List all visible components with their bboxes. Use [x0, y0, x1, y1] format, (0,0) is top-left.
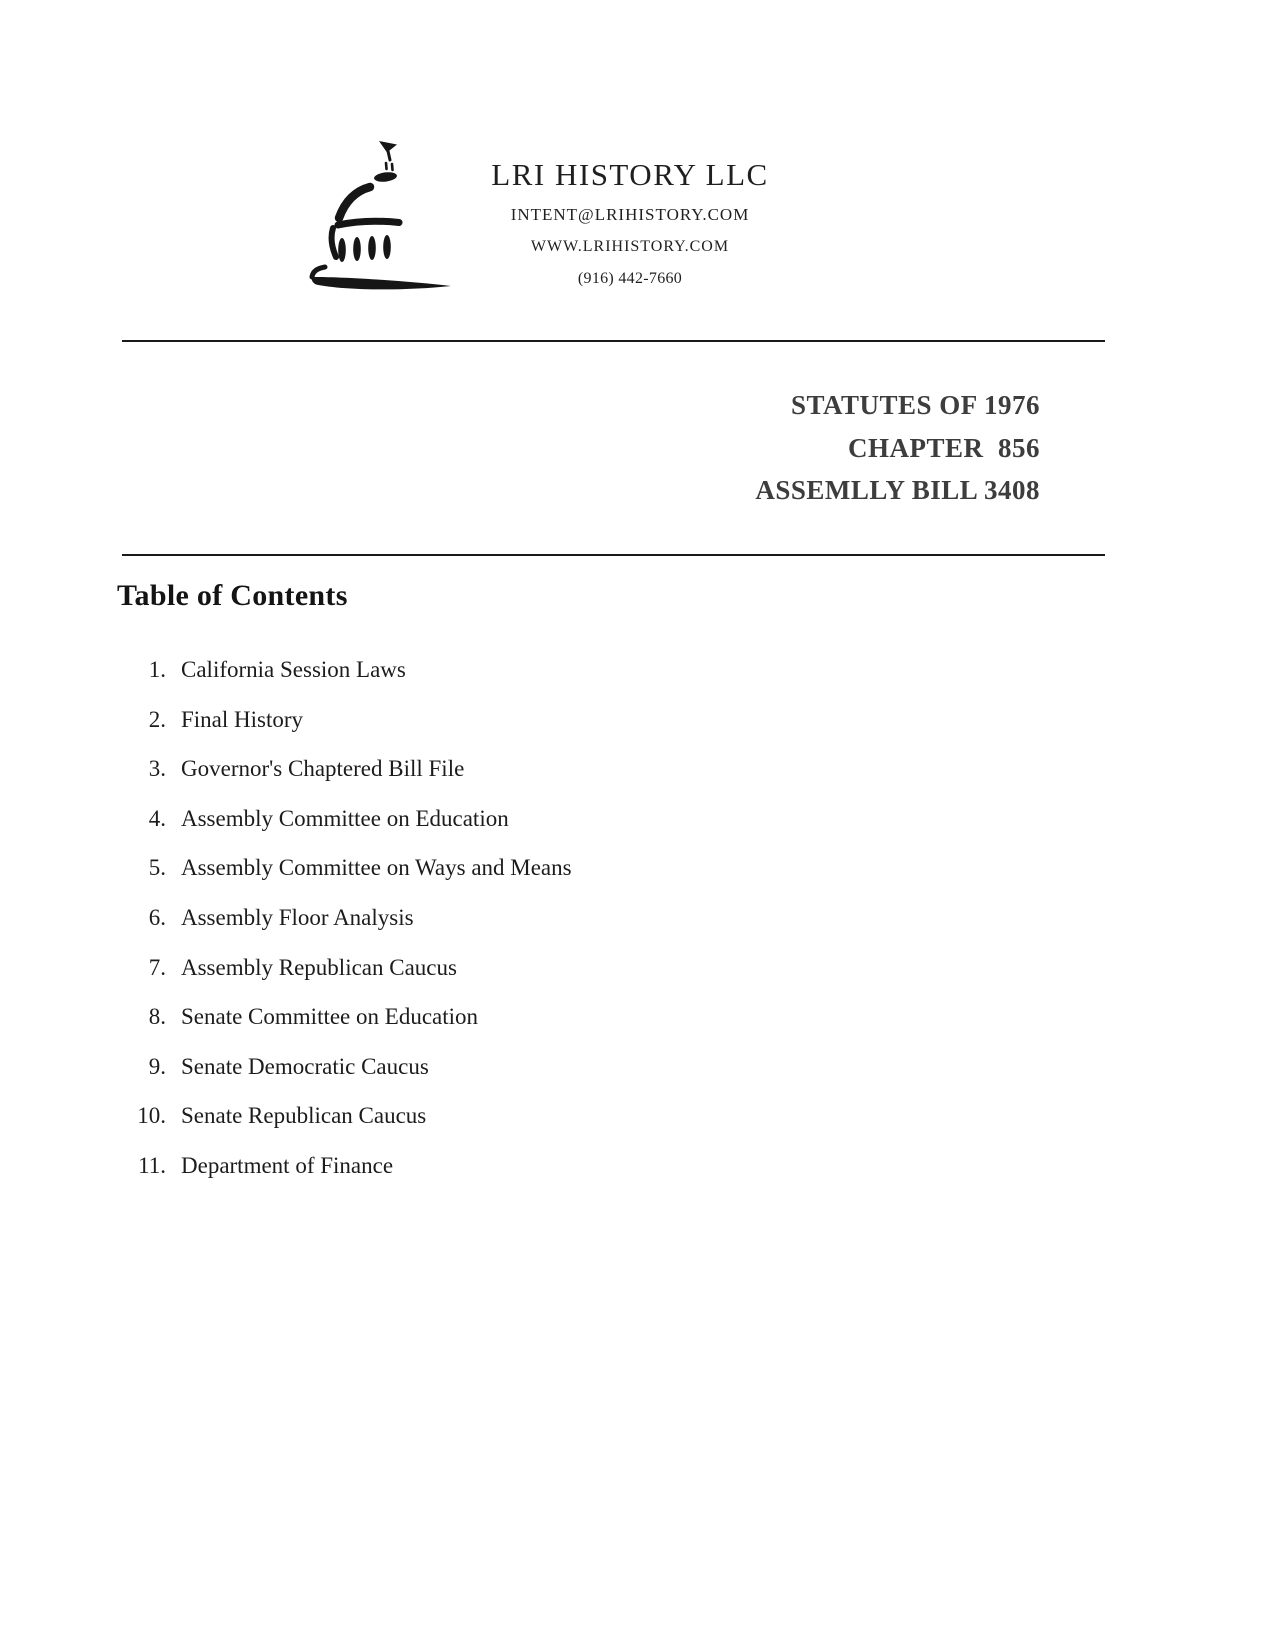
- toc-item-label: Assembly Republican Caucus: [181, 954, 457, 980]
- toc-item-label: Assembly Committee on Education: [181, 805, 509, 831]
- toc-item-number: 2.: [148, 706, 166, 732]
- toc-item: [117, 1049, 572, 1099]
- divider-line-bottom: [122, 554, 1105, 556]
- statute-reference-block: [755, 384, 1040, 512]
- company-name: LRI HISTORY LLC: [491, 157, 769, 192]
- toc-item-number: 3.: [148, 756, 166, 782]
- assembly-bill-line: ASSEMLLY BILL 3408: [755, 475, 1040, 505]
- toc-item: [117, 850, 572, 900]
- divider-line-top: [122, 340, 1105, 342]
- company-website: WWW.LRIHISTORY.COM: [530, 238, 730, 255]
- toc-item-label: Senate Democratic Caucus: [181, 1053, 429, 1079]
- toc-item-number: 9.: [148, 1053, 166, 1079]
- toc-item-label: Assembly Floor Analysis: [181, 904, 414, 930]
- toc-item: [117, 652, 572, 702]
- company-email: INTENT@LRIHISTORY.COM: [510, 205, 750, 224]
- company-phone: (916) 442-7660: [577, 270, 683, 287]
- toc-item: [117, 751, 572, 801]
- toc-item-label: Senate Committee on Education: [181, 1004, 479, 1030]
- toc-item-number: 11.: [138, 1152, 166, 1178]
- toc-title: Table of Contents: [117, 579, 348, 612]
- toc-item: [117, 999, 572, 1049]
- toc-item-label: California Session Laws: [181, 657, 406, 682]
- toc-item-number: 5.: [148, 855, 166, 881]
- toc-item-label: Assembly Committee on Ways and Means: [181, 855, 572, 881]
- toc-item: [117, 1098, 572, 1148]
- statutes-year-line: STATUTES OF 1976: [790, 390, 1040, 420]
- toc-item: [117, 801, 572, 851]
- toc-item: [117, 950, 572, 1000]
- chapter-number-line: CHAPTER 856: [847, 432, 1040, 463]
- toc-item-number: 7.: [148, 954, 166, 980]
- toc-item-label: Final History: [181, 706, 304, 732]
- toc-item-label: Governor's Chaptered Bill File: [181, 756, 465, 782]
- toc-item-label: Senate Republican Caucus: [181, 1103, 427, 1129]
- toc-item-number: 6.: [148, 904, 166, 930]
- toc-item-number: 8.: [148, 1004, 166, 1030]
- toc-list: [117, 652, 572, 1198]
- toc-item-label: Department of Finance: [181, 1152, 394, 1178]
- letterhead: [430, 156, 830, 288]
- toc-item-number: 4.: [148, 805, 166, 831]
- toc-item: [117, 1148, 572, 1198]
- toc-item: [117, 702, 572, 752]
- toc-item: [117, 900, 572, 950]
- toc-item-number: 10.: [137, 1103, 166, 1129]
- toc-item-number: 1.: [148, 657, 166, 682]
